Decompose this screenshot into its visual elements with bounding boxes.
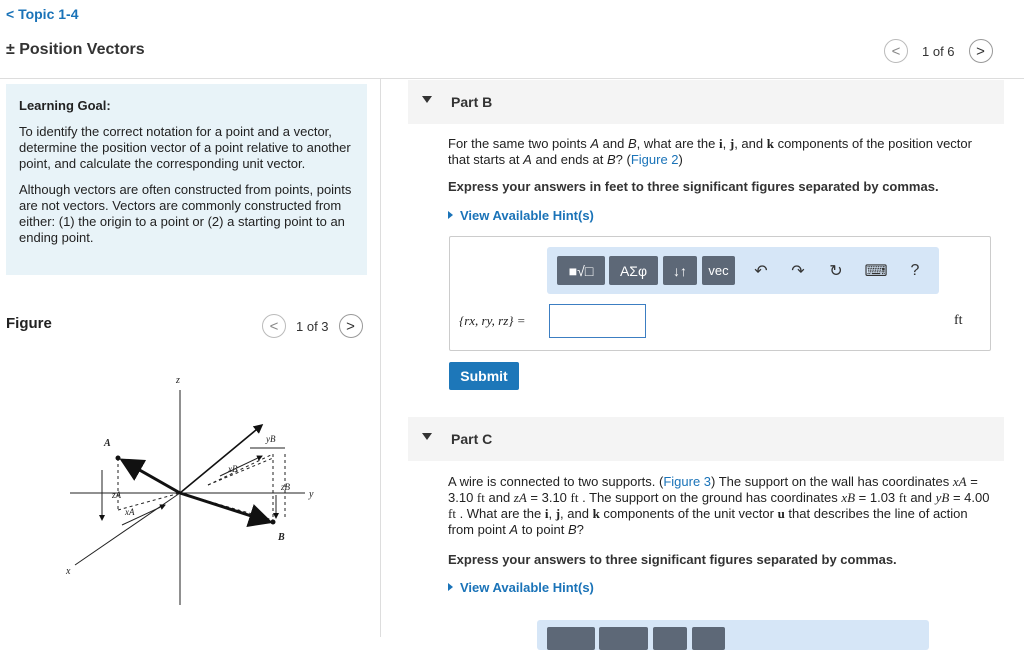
figure-3-link[interactable]: Figure 3 [663, 474, 712, 489]
undo-icon[interactable]: ↶ [754, 263, 768, 280]
figure-label-x: x [66, 566, 71, 577]
figure-label-zA: zA [112, 490, 121, 500]
prev-item-button[interactable] [884, 39, 908, 63]
vec-button[interactable]: vec [702, 256, 735, 285]
chevron-right-icon: > [346, 317, 355, 335]
templates-button-partial[interactable] [547, 627, 595, 650]
vec-button-partial[interactable] [692, 627, 725, 650]
part-b-instruction: Express your answers in feet to three significant figures separated by commas. [448, 179, 939, 194]
submit-button[interactable]: Submit [449, 362, 519, 390]
learning-goal-panel [6, 84, 367, 275]
figure-label-y: y [309, 489, 314, 500]
part-c-question: A wire is connected to two supports. (Figure 3) The support on the wall has coordinates xA = 3.10 ft and zA = 3.10 ft . The support on the ground has coordinates xB = 1.03 ft and yB = 4.00 ft . What are the i, j, and k components of the unit vector u that describes the line of action from point A to point B? [448, 474, 990, 537]
caret-right-icon [448, 583, 453, 591]
arrows-icon: ↓↑ [673, 262, 687, 279]
figure-label-yB: yB [266, 434, 276, 444]
vector-AB [180, 425, 262, 493]
figure-label-xA: xA [125, 507, 135, 517]
figure-counter: 1 of 3 [296, 318, 329, 334]
part-c-instruction: Express your answers to three significant figures separated by commas. [448, 552, 897, 567]
page-title: ± Position Vectors [6, 41, 145, 58]
part-c-math-toolbar [537, 620, 929, 650]
learning-goal-note: Although vectors are often constructed from points, points are not vectors. Vectors are commonly constructed from either: (1) the origin to a point or (2) a starting point to an ending point. [19, 182, 352, 245]
point-B-marker [271, 520, 276, 525]
position-vector-A [122, 460, 180, 493]
caret-right-icon [448, 211, 453, 219]
answer-input[interactable] [549, 304, 646, 338]
chevron-right-icon: > [976, 42, 985, 60]
figure-label: Figure [6, 315, 52, 332]
figure-label-B: B [278, 532, 285, 543]
figure-pager [262, 313, 363, 339]
answer-unit: ft [954, 313, 963, 328]
position-vector-B [180, 493, 270, 522]
chevron-left-icon: < [891, 42, 901, 60]
keyboard-icon[interactable]: ⌨ [864, 263, 888, 280]
learning-goal-heading: Learning Goal: [19, 98, 111, 113]
arrows-button[interactable] [663, 256, 697, 285]
figure-label-z: z [176, 375, 180, 386]
collapse-triangle-icon [422, 433, 432, 440]
column-divider [380, 78, 381, 637]
figure-label-A: A [104, 438, 111, 449]
figure-label-zB: zB [281, 482, 290, 492]
help-icon[interactable]: ? [910, 262, 920, 279]
part-c-header[interactable] [408, 417, 1004, 461]
part-c-title: Part C [451, 431, 493, 447]
next-item-button[interactable] [969, 39, 993, 63]
figure-label-xB: xB [228, 464, 238, 474]
greek-button-partial[interactable] [599, 627, 648, 650]
figure-2-link[interactable]: Figure 2 [630, 152, 679, 167]
arrows-button-partial[interactable] [653, 627, 687, 650]
collapse-triangle-icon [422, 96, 432, 103]
prev-figure-button[interactable] [262, 314, 286, 338]
part-b-hint-link[interactable]: View Available Hint(s) [448, 208, 594, 223]
answer-label: {rx, ry, rz} = [459, 313, 526, 328]
part-b-question: For the same two points A and B, what are the i, j, and k components of the position vector that starts at A and ends at B? (Figure 2) [448, 136, 972, 167]
position-vector-figure [0, 360, 380, 620]
reset-icon[interactable]: ↻ [829, 263, 843, 280]
item-counter: 1 of 6 [922, 43, 955, 59]
next-figure-button[interactable] [339, 314, 363, 338]
part-b-title: Part B [451, 94, 493, 110]
chevron-left-icon: < [269, 317, 279, 335]
part-c-hint-link[interactable]: View Available Hint(s) [448, 580, 594, 595]
learning-goal-text: To identify the correct notation for a point and a vector, determine the position vector of a point relative to another point, and calculate the corresponding unit vector. [19, 124, 351, 171]
greek-icon: ΑΣφ [619, 262, 648, 279]
templates-button[interactable] [557, 256, 605, 285]
x-axis [75, 493, 180, 565]
templates-icon: ■√□ [568, 262, 594, 279]
redo-icon[interactable]: ↷ [791, 263, 805, 280]
greek-symbols-button[interactable] [609, 256, 658, 285]
topic-back-link[interactable]: < Topic 1-4 [6, 6, 79, 22]
math-toolbar [547, 247, 939, 294]
top-pager [884, 38, 993, 64]
header-divider [0, 78, 1024, 79]
point-A-marker [116, 456, 121, 461]
part-b-header[interactable] [408, 80, 1004, 124]
